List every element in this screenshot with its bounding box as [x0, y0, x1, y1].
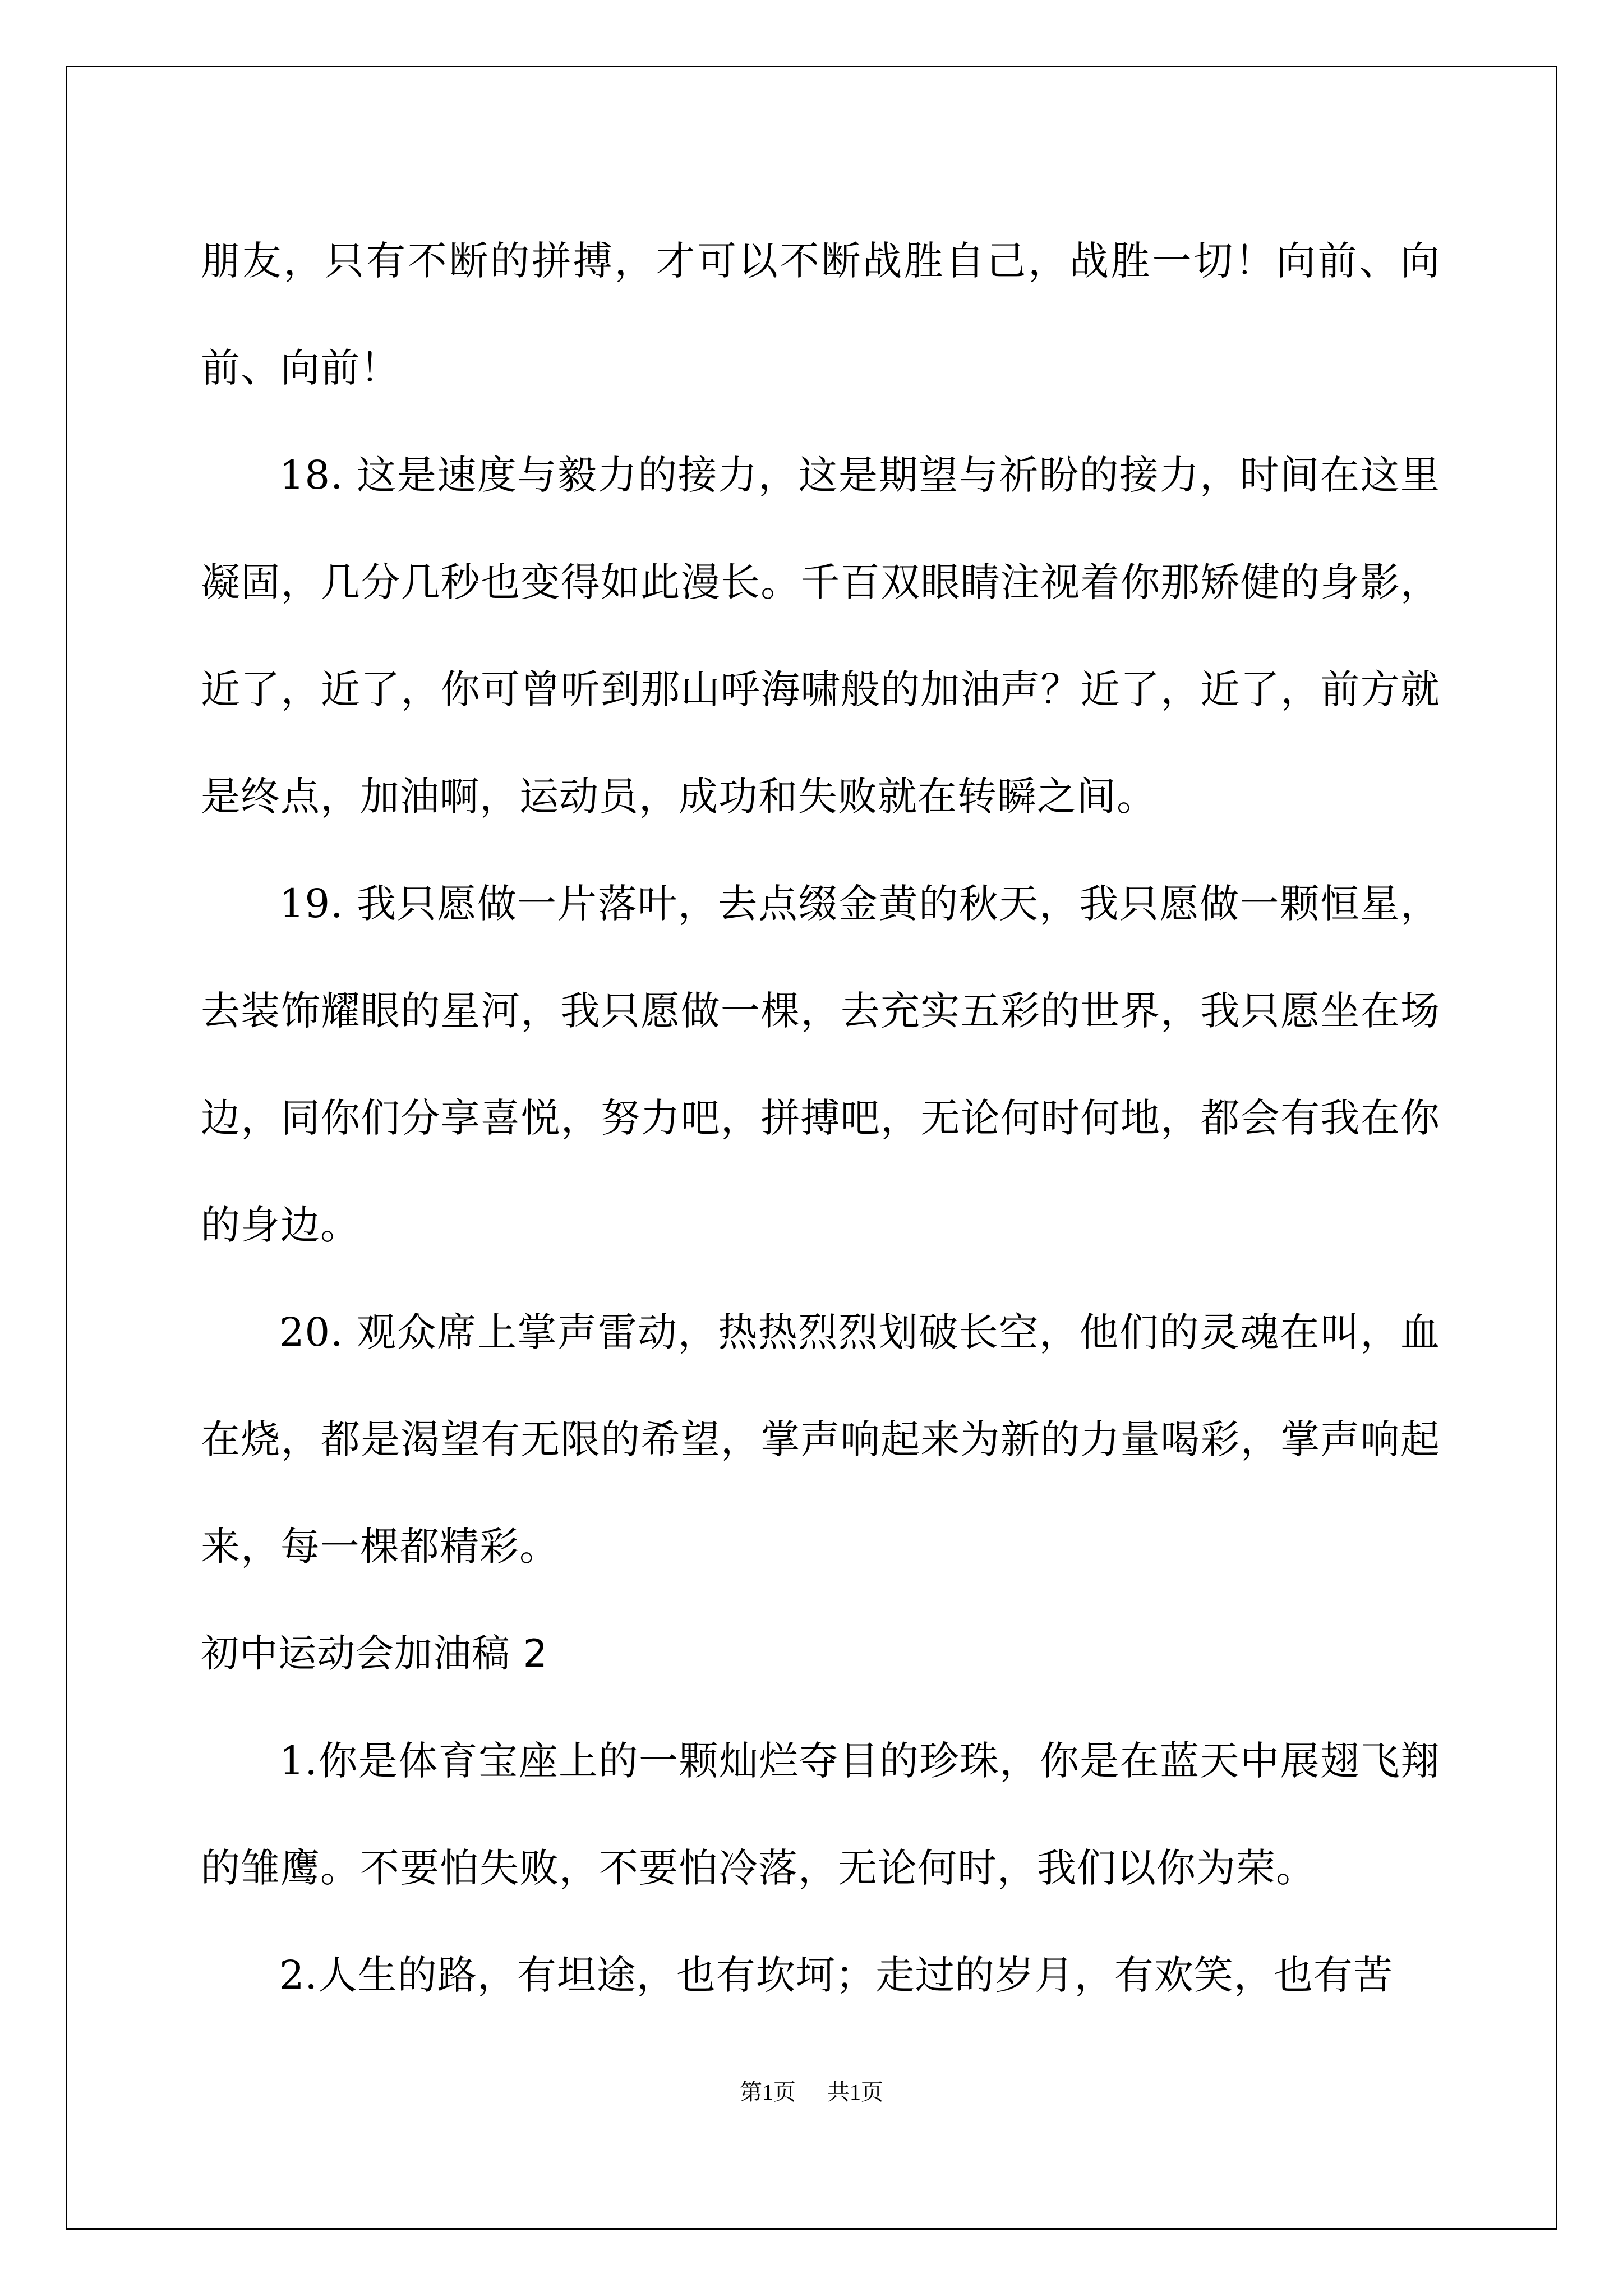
paragraph-continuation: 朋友，只有不断的拼搏，才可以不断战胜自己，战胜一切！向前、向前、向前！ [201, 238, 1440, 391]
paragraph-item-20: 20. 观众席上掌声雷动，热热烈烈划破长空，他们的灵魂在叫，血在烧，都是渴望有无限的希望，掌声响起来为新的力量喝彩，掌声响起来，每一棵都精彩。 [201, 1309, 1440, 1570]
paragraph-item-2: 2.人生的路，有坦途，也有坎坷；走过的岁月，有欢笑，也有苦 [279, 1952, 1393, 1998]
paragraph-item-19: 19. 我只愿做一片落叶，去点缀金黄的秋天，我只愿做一颗恒星，去装饰耀眼的星河，我只愿做一棵，去充实五彩的世界，我只愿坐在场边，同你们分享喜悦，努力吧，拼搏吧，无论何时何地，都会有我在你的身边。 [201, 881, 1440, 1248]
page-footer [0, 2076, 1623, 2109]
page-total-label: 共1页 [827, 2079, 883, 2105]
section-heading: 初中运动会加油稿 2 [201, 1632, 548, 1676]
page-number-label: 第1页 [740, 2079, 796, 2105]
document-body [201, 208, 1440, 2029]
paragraph-item-1: 1.你是体育宝座上的一颗灿烂夺目的珍珠，你是在蓝天中展翅飞翔的雏鹰。不要怕失败，不要怕冷落，无论何时，我们以你为荣。 [201, 1738, 1440, 1891]
paragraph-item-18: 18. 这是速度与毅力的接力，这是期望与祈盼的接力，时间在这里凝固，几分几秒也变得如此漫长。千百双眼睛注视着你那矫健的身影，近了，近了，你可曾听到那山呼海啸般的加油声？近了，近了，前方就是终点，加油啊，运动员，成功和失败就在转瞬之间。 [201, 452, 1440, 820]
